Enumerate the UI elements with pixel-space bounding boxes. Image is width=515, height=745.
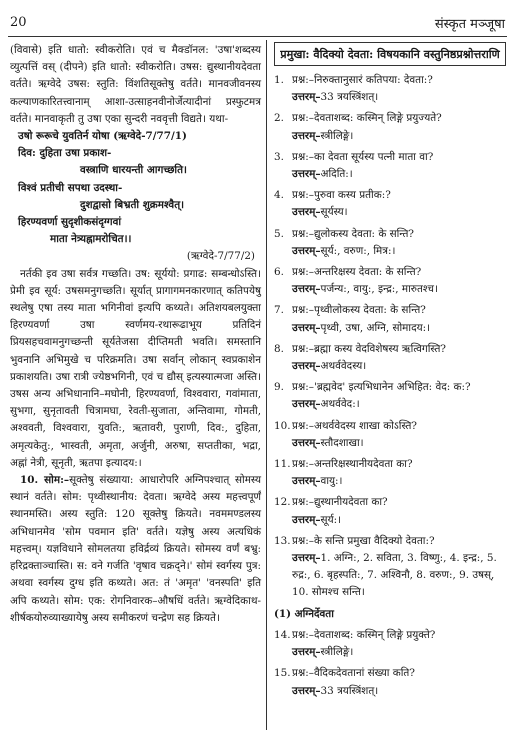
question-text: ब्रह्मा कस्य वेदविशेषस्य ऋत्विगस्ति?	[313, 342, 446, 355]
left-column	[10, 42, 261, 627]
paragraph: नर्तकी इव उषा सर्वत्र गच्छति। उष: सूर्ययो: प्रगाढ: सम्बन्धोऽस्ति। प्रेमी इव सूर्य: उषसमनुगच्छति। सूर्यात् प्रागागमनकारणात् कतिपयेषु स्थलेषु एषा तस्य माता भगिनीवां इत्यपि कथ्यते। अतिशयबलयुक्ता हिरण्यवर्णा उषा स्वर्णमय-रथारूढाभूय प्रतिदिनं प्रियसहचवामनुगच्छन्ती सूर्यतेजसा दीप्तिमती भवति। समस्तानि भुवनानि अभिमुखे च परिक्रमति। उषा सर्वान् लोकान् स्वप्रकाशेन प्रकाशयति। उषा रात्री ज्येष्ठभगिनी, एवं च द्यौस् इत्यस्यात्मजा अस्ति। उषस अन्य अभिधानानि–मघोनी, हिरण्यवर्णा, विश्ववारा, गवांमाता, सुभगा, सुनृतावती चित्रामघा, रेवती-सुजाता, अन्तिवामा, गोमती, अश्ववती, विश्ववारा, युवति:, ऋतावरी, पुराणी, दिव:, दुहिता, अमृत्यकेतु:, भास्वती, अमृता, अर्जुनी, अरुषा, सप्ततीका, भद्रा, अह्नां नेत्री, सूनृती, ऋतपा इत्यादय:।	[10, 267, 261, 469]
question-number: 5.	[274, 227, 284, 240]
question-text: पृथ्वीलोकस्य देवता: के सन्ति?	[313, 304, 426, 317]
question-text: देवताशब्द: कस्मिन् लिङ्गे प्रयुक्ते?	[313, 628, 436, 641]
question-label: प्रश्न:–	[292, 227, 314, 240]
question-label: प्रश्न:–	[292, 419, 314, 432]
answer-label: उत्तरम्–	[292, 475, 321, 488]
qa-item	[274, 665, 506, 699]
question-text: वैदिकदेवतानां संख्या कति?	[313, 667, 415, 680]
answer	[292, 683, 506, 700]
answer-label: उत्तरम्–	[292, 283, 321, 296]
question	[274, 341, 506, 358]
answer-text: सूर्यस्य।	[320, 206, 348, 219]
answer-text: सूर्य:, वरुण:, मित्र:।	[320, 244, 396, 257]
qa-item	[274, 456, 506, 490]
question-number: 3.	[274, 150, 284, 163]
question	[274, 187, 506, 204]
question	[274, 627, 506, 644]
answer	[292, 166, 506, 183]
answer-label: उत्तरम्–	[292, 513, 321, 526]
answer-text: सूर्य:।	[320, 513, 342, 526]
question	[274, 665, 506, 682]
question-label: प्रश्न:–	[292, 667, 314, 680]
question-text: अन्तरिक्षस्थानीयदेवता का?	[313, 458, 413, 471]
qa-item	[274, 226, 506, 260]
question-text: 'ब्रह्मवेद' इत्यभिधानेन अभिहित: वेद: क:?	[313, 381, 471, 394]
answer	[292, 473, 506, 490]
answer-label: उत्तरम्–	[292, 684, 321, 697]
answer-label: उत्तरम्–	[292, 129, 321, 142]
answer-text: पर्जन्य:, वायु:, इन्द्र:, मारुतश्च।	[320, 283, 438, 296]
question-number: 13.	[274, 534, 291, 547]
qa-item	[274, 341, 506, 375]
question	[274, 456, 506, 473]
qa-heading: प्रमुखा: वैदिक्यो देवता: विषयकानि वस्तुनिष्ठप्रश्नोत्तराणि	[274, 42, 506, 66]
answer-text: 1. अग्नि:, 2. सविता, 3. विष्णु:, 4. इन्द्र:, 5. रुद्र:, 6. बृहस्पति:, 7. अश्विनौ, 8. वरुण:, 9. उषस्, 10. सोमश्च सन्ति।	[292, 552, 497, 599]
qa-item	[274, 264, 506, 298]
question-text: अथर्ववेदस्य शाखा कोऽस्ति?	[313, 419, 417, 432]
qa-item	[274, 379, 506, 413]
verse-line: विश्वं प्रतीची सपथा उदस्था-	[18, 181, 123, 194]
verse-line: हिरण्यवर्णा सुदृशीकसंदृग्गवां	[18, 216, 122, 229]
question-number: 6.	[274, 266, 284, 279]
question-number: 10.	[274, 419, 291, 432]
answer-label: उत्तरम्–	[292, 436, 321, 449]
answer-text: स्त्रीलिङ्गे।	[320, 129, 354, 142]
question	[274, 533, 506, 550]
answer-label: उत्तरम्–	[292, 206, 321, 219]
question-label: प्रश्न:–	[292, 266, 314, 279]
qa-item	[274, 110, 506, 144]
answer-label: उत्तरम्–	[292, 168, 321, 181]
question-text: निरुक्तानुसारं कतिपया: देवता:?	[313, 74, 433, 86]
question-list	[274, 72, 506, 602]
question	[274, 226, 506, 243]
answer-text: पृथ्वी, उषा, अग्नि, सोमादय:।	[320, 321, 431, 334]
question	[274, 72, 506, 89]
question-label: प्रश्न:–	[292, 342, 314, 355]
answer-text: स्तौदशाखा।	[320, 436, 364, 449]
header-rule	[8, 36, 507, 37]
answer-text: 33 त्रयस्त्रिंशत्।	[320, 91, 379, 104]
answer-text: अदिति:।	[320, 168, 353, 181]
answer	[292, 89, 506, 106]
answer	[292, 243, 506, 260]
answer-text: अथर्ववेदस्य।	[320, 360, 367, 373]
question-number: 11.	[274, 458, 291, 471]
question-number: 8.	[274, 342, 284, 355]
answer-label: उत्तरम्–	[292, 244, 321, 257]
question-text: देवताशब्द: कस्मिन् लिङ्गे प्रयुज्यते?	[313, 112, 442, 125]
answer	[292, 320, 506, 337]
qa-item	[274, 418, 506, 452]
answer	[292, 204, 506, 221]
question-text: का देवता सूर्यस्य पत्नी माता वा?	[313, 150, 434, 163]
question-label: प्रश्न:–	[292, 534, 314, 547]
section-heading-agni: (1) अग्निर्देवता	[274, 607, 334, 620]
answer	[292, 358, 506, 375]
column-divider	[266, 40, 267, 730]
right-column	[274, 42, 506, 700]
qa-item	[274, 533, 506, 602]
question-label: प्रश्न:–	[292, 381, 314, 394]
question-text: पुरुवा कस्य प्रतीक:?	[313, 189, 391, 202]
answer-label: उत्तरम्–	[292, 91, 321, 104]
question-label: प्रश्न:–	[292, 112, 314, 125]
answer-label: उत्तरम्–	[292, 321, 321, 334]
answer-text: 33 त्रयस्त्रिंशत्।	[320, 684, 379, 697]
verse-line: माता नेत्र्यह्नामरोचित।।	[50, 233, 132, 246]
answer-label: उत्तरम्–	[292, 552, 321, 565]
section-heading-soma: 10. सोम:–	[20, 474, 70, 487]
question-number: 1.	[274, 74, 284, 86]
answer-text: स्त्रीलिङ्गे।	[320, 646, 354, 659]
question-number: 14.	[274, 628, 291, 641]
question-label: प्रश्न:–	[292, 150, 314, 163]
question	[274, 379, 506, 396]
qa-item	[274, 494, 506, 528]
answer-label: उत्तरम्–	[292, 360, 321, 373]
question-list	[274, 627, 506, 700]
question-text: द्युस्थानीयदेवता का?	[313, 496, 388, 509]
question-text: के सन्ति प्रमुखा वैदिक्यो देवता:?	[313, 534, 435, 547]
question-text: अन्तरिक्षस्य देवता: के सन्ति?	[313, 266, 422, 279]
qa-item	[274, 302, 506, 336]
question-number: 12.	[274, 496, 291, 509]
question-label: प्रश्न:–	[292, 458, 314, 471]
question	[274, 264, 506, 281]
question-number: 15.	[274, 667, 291, 680]
verse-line: वस्त्राणि धारयन्ती आगच्छति।	[80, 164, 187, 177]
verse-line: दिव: दुहिता उषा प्रकाश-	[18, 147, 112, 160]
question-label: प्रश्न:–	[292, 628, 314, 641]
qa-item	[274, 627, 506, 661]
question-label: प्रश्न:–	[292, 304, 314, 317]
question-text: द्युलोकस्य देवता: के सन्ति?	[313, 227, 415, 240]
question	[274, 110, 506, 127]
running-title: संस्कृत मञ्जूषा	[434, 17, 505, 32]
verse-line: उषो रूरूचे युवतिर्न योषा (ऋग्वेदे-7/77/1)	[18, 130, 187, 143]
question-label: प्रश्न:–	[292, 74, 314, 86]
answer	[292, 396, 506, 413]
qa-item	[274, 149, 506, 183]
question-number: 4.	[274, 189, 284, 202]
answer	[292, 281, 506, 298]
question	[274, 149, 506, 166]
paragraph: (विवासे) इति धातो: स्वीकरोति। एवं च मैक्डॉनल: 'उषा'शब्दस्य व्युत्पत्तिं वस् (दीपने) इति धातो: स्वीकरोति। उषस: द्युस्थानीयदेवता वर्तते। ऋग्वेदे उषस: स्तुति: विंशतिसूक्तेषु वर्तते। मानवजीवनस्य कल्याणकारितत्त्वानाम् आशा-उत्साहनवीनोर्जेत्यादीनां प्रस्फुटमत्र वर्तते। मानवाकृती तु उषा एका सुन्दरी नववृत्ती विद्यते। यथा-	[10, 44, 261, 125]
question	[274, 418, 506, 435]
answer-label: उत्तरम्–	[292, 398, 321, 411]
answer	[292, 512, 506, 529]
qa-item	[274, 187, 506, 221]
answer	[292, 435, 506, 452]
answer	[292, 644, 506, 661]
answer-text: वायु:।	[320, 475, 343, 488]
page-number: 20	[10, 15, 27, 30]
question-number: 2.	[274, 112, 284, 125]
verse-reference: (ऋग्वेदे-7/77/2)	[186, 250, 255, 263]
answer	[292, 128, 506, 145]
qa-item	[274, 72, 506, 106]
question	[274, 302, 506, 319]
page-header	[0, 0, 515, 40]
question-number: 9.	[274, 381, 284, 394]
question-label: प्रश्न:–	[292, 496, 314, 509]
question-label: प्रश्न:–	[292, 189, 314, 202]
question	[274, 494, 506, 511]
paragraph-text: सूक्तेषु संख्याया: आधारोपरि अग्निपश्चात् सोमस्य स्थानं वर्तते। सोम: पृथ्वीस्थानीय: देवता। ऋग्वेदे अस्य महत्त्वपूर्णं स्थानमस्ति। अस्य स्तुति: 120 सूक्तेषु क्रियते। नवममण्डलस्य अभिधानमेव 'सोम पवमान इति' वर्तते। यज्ञेषु अस्य अत्यधिकं महत्त्वम्। यज्ञविधाने सोमलतया हविर्द्रव्यं क्रियते। सोमस्य वर्णं बभ्रु: हरिद्रक्ताञ्चास्ति। स: वने गर्जति 'वृषाव चक्रद्ने।' सोमं स्वर्गस्य पुत्र: अथवा स्वर्गस्य दुग्ध इति कथ्यते। अत: तं 'अमृत' 'वनस्पति' इति अपि कथ्यते। सोम: एक: रोगनिवारक–औषधिं वर्तते। ऋग्वेदिकाथ-शीर्षकयोरुव्याख्यायेषु अस्य समीकरणं चन्द्रेण सह क्रियते।	[10, 474, 261, 624]
answer	[292, 550, 506, 602]
question-number: 7.	[274, 304, 284, 317]
paragraph-soma	[10, 472, 261, 627]
answer-label: उत्तरम्–	[292, 646, 321, 659]
answer-text: अथर्ववेद:।	[320, 398, 360, 411]
verse-line: दुशद्वासो बिभ्रती शुक्रमश्वैत्।	[80, 198, 185, 211]
